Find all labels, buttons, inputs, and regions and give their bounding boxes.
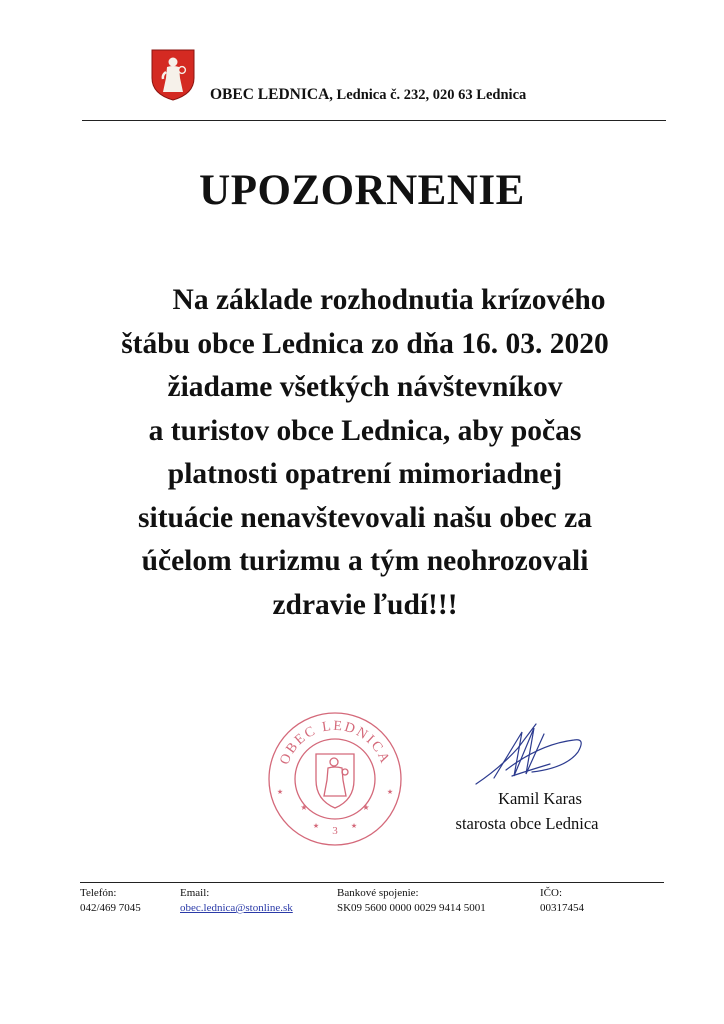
message-line: a turistov obce Lednica, aby počas bbox=[148, 414, 582, 447]
svg-text:★: ★ bbox=[276, 788, 284, 796]
official-stamp-icon bbox=[266, 710, 404, 848]
signer-role: starosta obce Lednica bbox=[455, 814, 599, 833]
footer-phone bbox=[80, 886, 141, 916]
email-link[interactable]: obec.lednica@stonline.sk bbox=[180, 902, 293, 914]
stamp-text: OBEC LEDNICA bbox=[277, 718, 393, 767]
municipality-name: OBEC LEDNICA bbox=[210, 86, 330, 103]
svg-text:★: ★ bbox=[300, 803, 308, 812]
handwritten-signature-icon bbox=[470, 718, 588, 794]
notice-message bbox=[40, 279, 690, 627]
footer-bank bbox=[337, 886, 486, 916]
message-line: zdravie ľudí!!! bbox=[272, 588, 458, 621]
footer-divider bbox=[80, 882, 664, 883]
footer-ico bbox=[540, 886, 584, 916]
message-line: účelom turizmu a tým neohrozovali bbox=[141, 545, 589, 577]
message-line: Na základe rozhodnutia krízového bbox=[172, 284, 606, 316]
header-divider bbox=[82, 120, 666, 121]
bank-label: Bankové spojenie: bbox=[337, 887, 419, 899]
ico-label: IČO: bbox=[540, 887, 562, 899]
ico-value: 00317454 bbox=[540, 902, 584, 914]
document-title: UPOZORNENIE bbox=[199, 167, 525, 214]
coat-of-arms-icon bbox=[150, 48, 196, 102]
message-line: situácie nenavštevovali našu obec za bbox=[138, 501, 592, 534]
letterhead-address: OBEC LEDNICA, Lednica č. 232, 020 63 Lednica bbox=[210, 86, 527, 103]
bank-value: SK09 5600 0000 0029 9414 5001 bbox=[337, 902, 486, 914]
message-line: žiadame všetkých návštevníkov bbox=[167, 371, 563, 403]
message-line: štábu obce Lednica zo dňa 16. 03. 2020 bbox=[121, 327, 609, 360]
message-line: platnosti opatrení mimoriadnej bbox=[167, 458, 563, 490]
svg-text:★: ★ bbox=[350, 822, 358, 830]
signer-name: Kamil Karas bbox=[498, 789, 582, 808]
email-label: Email: bbox=[180, 887, 210, 899]
footer-email bbox=[180, 886, 293, 916]
stamp-number: 3 bbox=[332, 825, 338, 837]
municipality-address: Lednica č. 232, 020 63 Lednica bbox=[336, 87, 527, 103]
svg-text:★: ★ bbox=[312, 822, 320, 830]
svg-text:★: ★ bbox=[386, 788, 394, 796]
phone-value: 042/469 7045 bbox=[80, 902, 141, 914]
phone-label: Telefón: bbox=[80, 887, 117, 899]
svg-text:★: ★ bbox=[362, 803, 370, 812]
